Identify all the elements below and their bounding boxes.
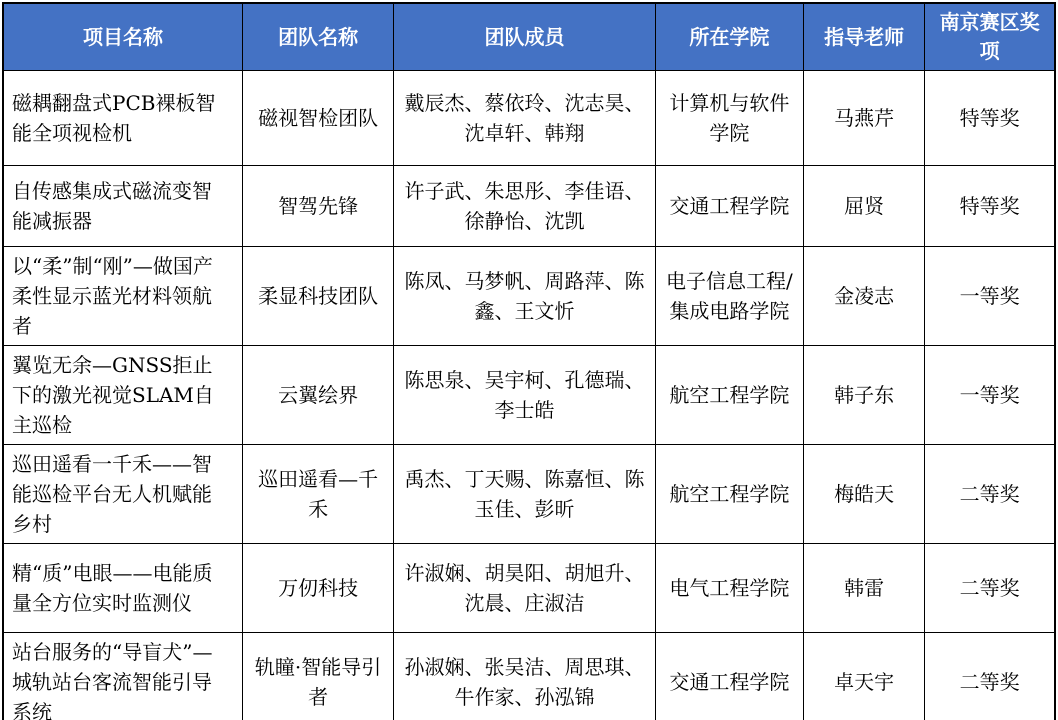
- cell-project: 磁耦翻盘式PCB裸板智能全项视检机: [3, 71, 242, 166]
- cell-college: 交通工程学院: [655, 633, 803, 720]
- cell-college: 交通工程学院: [655, 166, 803, 247]
- header-cell-team: 团队名称: [242, 3, 393, 71]
- cell-award: 特等奖: [925, 166, 1055, 247]
- cell-award: 特等奖: [925, 71, 1055, 166]
- header-cell-project: 项目名称: [3, 3, 242, 71]
- cell-project: 自传感集成式磁流变智能减振器: [3, 166, 242, 247]
- cell-team: 轨瞳·智能导引者: [242, 633, 393, 720]
- header-cell-college: 所在学院: [655, 3, 803, 71]
- cell-advisor: 马燕芹: [804, 71, 925, 166]
- header-cell-award: 南京赛区奖项: [925, 3, 1055, 71]
- table-row: [3, 166, 1055, 247]
- table-row: [3, 346, 1055, 445]
- header-row: [3, 3, 1055, 71]
- table-row: [3, 247, 1055, 346]
- table-row: [3, 633, 1055, 720]
- cell-advisor: 卓天宇: [804, 633, 925, 720]
- table-row: [3, 445, 1055, 544]
- cell-project: 站台服务的“导盲犬”—城轨站台客流智能引导系统: [3, 633, 242, 720]
- cell-members: 孙淑娴、张吴洁、周思琪、牛作家、孙泓锦: [394, 633, 655, 720]
- table-row: [3, 544, 1055, 633]
- cell-members: 戴辰杰、蔡依玲、沈志昊、沈卓轩、韩翔: [394, 71, 655, 166]
- cell-team: 柔显科技团队: [242, 247, 393, 346]
- cell-college: 计算机与软件学院: [655, 71, 803, 166]
- cell-project: 以“柔”制“刚”—做国产柔性显示蓝光材料领航者: [3, 247, 242, 346]
- cell-award: 一等奖: [925, 247, 1055, 346]
- cell-team: 智驾先锋: [242, 166, 393, 247]
- cell-college: 电气工程学院: [655, 544, 803, 633]
- cell-members: 陈思泉、吴宇柯、孔德瑞、李士皓: [394, 346, 655, 445]
- award-results-table: [2, 2, 1056, 720]
- cell-college: 航空工程学院: [655, 346, 803, 445]
- cell-award: 一等奖: [925, 346, 1055, 445]
- cell-team: 巡田遥看—千禾: [242, 445, 393, 544]
- cell-members: 禹杰、丁天赐、陈嘉恒、陈玉佳、彭昕: [394, 445, 655, 544]
- cell-advisor: 韩子东: [804, 346, 925, 445]
- cell-advisor: 梅皓天: [804, 445, 925, 544]
- header-cell-advisor: 指导老师: [804, 3, 925, 71]
- cell-team: 万仞科技: [242, 544, 393, 633]
- cell-team: 云翼绘界: [242, 346, 393, 445]
- cell-college: 航空工程学院: [655, 445, 803, 544]
- header-cell-members: 团队成员: [394, 3, 655, 71]
- cell-award: 二等奖: [925, 633, 1055, 720]
- cell-team: 磁视智检团队: [242, 71, 393, 166]
- cell-award: 二等奖: [925, 544, 1055, 633]
- cell-members: 许淑娴、胡昊阳、胡旭升、沈晨、庄淑洁: [394, 544, 655, 633]
- cell-advisor: 韩雷: [804, 544, 925, 633]
- cell-college: 电子信息工程/集成电路学院: [655, 247, 803, 346]
- cell-award: 二等奖: [925, 445, 1055, 544]
- cell-advisor: 金凌志: [804, 247, 925, 346]
- cell-members: 陈凤、马梦帆、周路萍、陈鑫、王文忻: [394, 247, 655, 346]
- table-row: [3, 71, 1055, 166]
- cell-project: 巡田遥看一千禾——智能巡检平台无人机赋能乡村: [3, 445, 242, 544]
- cell-project: 翼览无余—GNSS拒止下的激光视觉SLAM自主巡检: [3, 346, 242, 445]
- cell-members: 许子武、朱思彤、李佳语、徐静怡、沈凯: [394, 166, 655, 247]
- cell-advisor: 屈贤: [804, 166, 925, 247]
- cell-project: 精“质”电眼——电能质量全方位实时监测仪: [3, 544, 242, 633]
